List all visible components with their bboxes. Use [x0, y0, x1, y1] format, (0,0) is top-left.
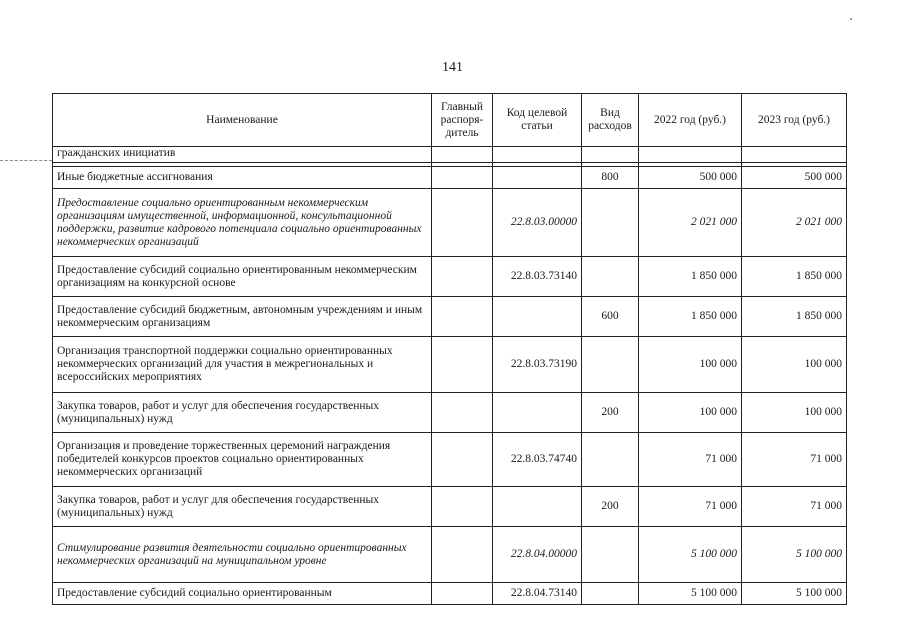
cell-code	[493, 147, 582, 163]
cell-code: 22.8.03.73190	[493, 337, 582, 393]
page-number: 141	[442, 60, 463, 75]
cell-code	[493, 393, 582, 433]
table-body	[53, 147, 847, 605]
header-2023: 2023 год (руб.)	[742, 94, 847, 147]
cell-2023: 5 100 000	[742, 583, 847, 605]
cell-type: 200	[582, 487, 639, 527]
table-row	[53, 583, 847, 605]
cell-2022: 71 000	[639, 433, 742, 487]
cell-2022: 1 850 000	[639, 257, 742, 297]
cell-name: Организация и проведение торжественных церемоний награждения победителей конкурсов проектов социально ориентированных некоммерческих организаций	[53, 433, 432, 487]
cell-2022	[639, 147, 742, 163]
cell-2022: 100 000	[639, 393, 742, 433]
table-row	[53, 147, 847, 163]
cell-name: Закупка товаров, работ и услуг для обеспечения государственных (муниципальных) нужд	[53, 393, 432, 433]
cell-name: Предоставление социально ориентированным некоммерческим организациям имущественной, информационной, консультационной поддержки, развитие кадрового потенциала социально ориентированных некоммерческих организаций	[53, 189, 432, 257]
table-header	[53, 94, 847, 147]
cell-type	[582, 189, 639, 257]
cell-admin	[432, 167, 493, 189]
cell-type: 800	[582, 167, 639, 189]
budget-table	[52, 93, 847, 605]
cell-admin	[432, 527, 493, 583]
cell-name: Предоставление субсидий социально ориентированным	[53, 583, 432, 605]
cell-admin	[432, 297, 493, 337]
table-row	[53, 297, 847, 337]
table-row	[53, 527, 847, 583]
cell-2023: 500 000	[742, 167, 847, 189]
cell-admin	[432, 393, 493, 433]
cell-name: Предоставление субсидий социально ориентированным некоммерческим организациям на конкурсной основе	[53, 257, 432, 297]
cell-type	[582, 147, 639, 163]
cell-admin	[432, 337, 493, 393]
cell-admin	[432, 147, 493, 163]
table-row	[53, 167, 847, 189]
table-row	[53, 393, 847, 433]
cell-2023: 100 000	[742, 337, 847, 393]
cell-name: гражданских инициатив	[53, 147, 432, 163]
cell-2022: 5 100 000	[639, 583, 742, 605]
header-2022: 2022 год (руб.)	[639, 94, 742, 147]
header-code: Код целевой статьи	[493, 94, 582, 147]
cell-name: Организация транспортной поддержки социально ориентированных некоммерческих организаций для участия в межрегиональных и всероссийских мероприятиях	[53, 337, 432, 393]
header-type: Вид расходов	[582, 94, 639, 147]
table-row	[53, 189, 847, 257]
cell-type	[582, 337, 639, 393]
cell-code: 22.8.03.74740	[493, 433, 582, 487]
cell-2023: 1 850 000	[742, 297, 847, 337]
cell-admin	[432, 257, 493, 297]
header-admin: Главный распоря-дитель	[432, 94, 493, 147]
cell-2023	[742, 147, 847, 163]
header-name: Наименование	[53, 94, 432, 147]
cell-2023: 5 100 000	[742, 527, 847, 583]
cell-code: 22.8.03.00000	[493, 189, 582, 257]
cell-2023: 100 000	[742, 393, 847, 433]
cell-2022: 71 000	[639, 487, 742, 527]
cell-type: 600	[582, 297, 639, 337]
cell-type: 200	[582, 393, 639, 433]
cell-code: 22.8.04.73140	[493, 583, 582, 605]
cell-2022: 5 100 000	[639, 527, 742, 583]
table-row	[53, 433, 847, 487]
cell-2022: 500 000	[639, 167, 742, 189]
table-row	[53, 487, 847, 527]
cell-code: 22.8.03.73140	[493, 257, 582, 297]
cell-code	[493, 297, 582, 337]
cell-name: Предоставление субсидий бюджетным, автономным учреждениям и иным некоммерческим организациям	[53, 297, 432, 337]
cell-type	[582, 257, 639, 297]
cell-admin	[432, 583, 493, 605]
cell-code: 22.8.04.00000	[493, 527, 582, 583]
cell-code	[493, 487, 582, 527]
cell-admin	[432, 433, 493, 487]
cell-name: Закупка товаров, работ и услуг для обеспечения государственных (муниципальных) нужд	[53, 487, 432, 527]
header-row	[53, 94, 847, 147]
cell-code	[493, 167, 582, 189]
table-row	[53, 257, 847, 297]
cell-admin	[432, 487, 493, 527]
cell-2022: 2 021 000	[639, 189, 742, 257]
cell-2022: 100 000	[639, 337, 742, 393]
cell-2023: 1 850 000	[742, 257, 847, 297]
scan-artifact-dot	[850, 18, 852, 20]
cell-2023: 71 000	[742, 433, 847, 487]
cell-2022: 1 850 000	[639, 297, 742, 337]
cell-2023: 71 000	[742, 487, 847, 527]
cell-type	[582, 433, 639, 487]
cell-type	[582, 583, 639, 605]
table-row	[53, 337, 847, 393]
cell-admin	[432, 189, 493, 257]
scan-artifact-line	[0, 160, 52, 161]
cell-name: Стимулирование развития деятельности социально ориентированных некоммерческих организаций на муниципальном уровне	[53, 527, 432, 583]
cell-type	[582, 527, 639, 583]
cell-2023: 2 021 000	[742, 189, 847, 257]
cell-name: Иные бюджетные ассигнования	[53, 167, 432, 189]
